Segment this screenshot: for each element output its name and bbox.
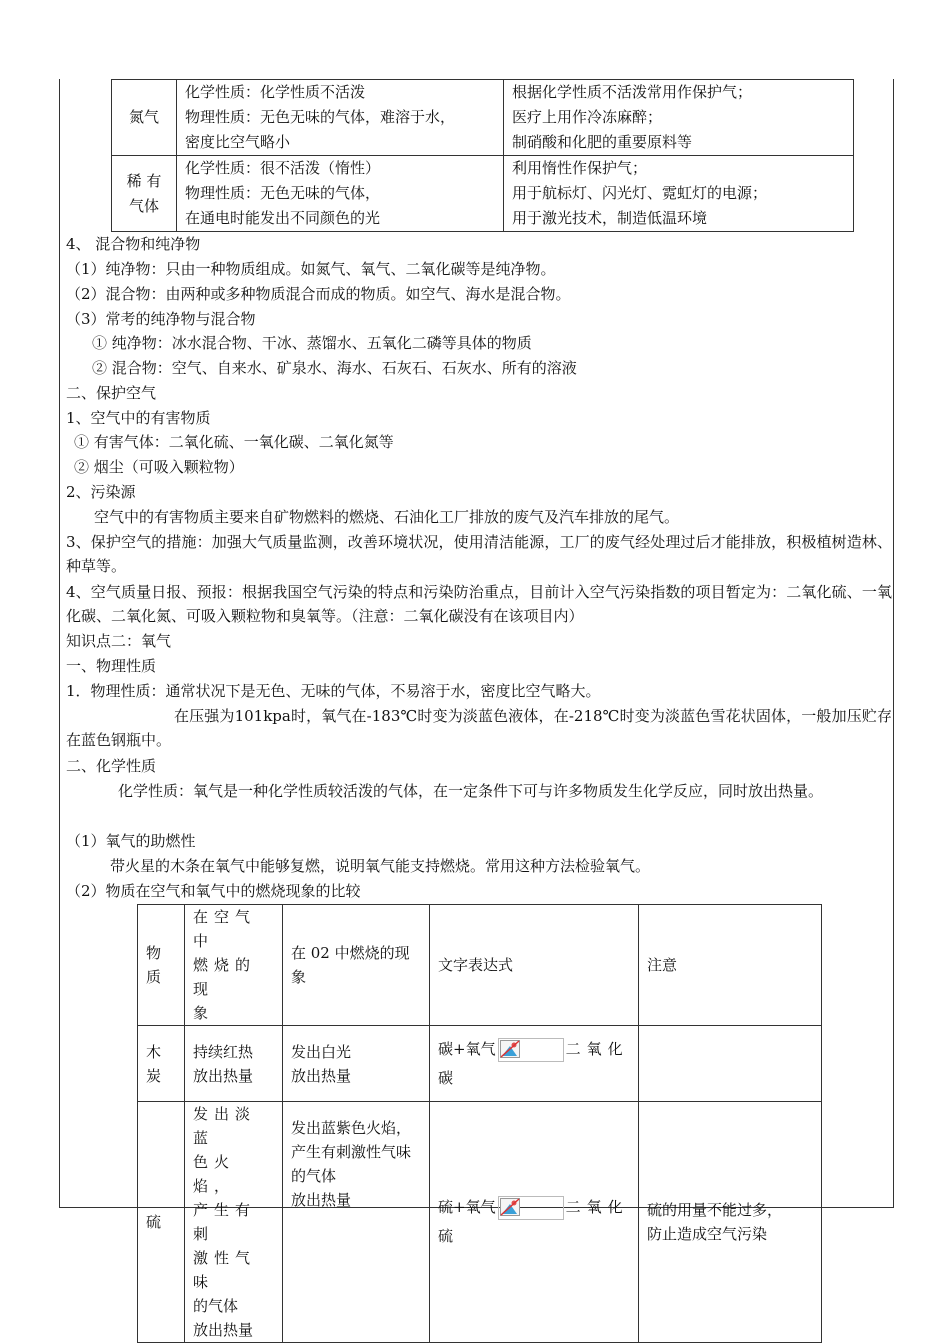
subsection-heading: 二、化学性质	[66, 757, 157, 775]
table-row	[112, 80, 854, 156]
uses-cell: 利用惰性作保护气； 用于航标灯、闪光灯、霓虹灯的电源； 用于激光技术，制造低温环境	[504, 156, 854, 232]
paragraph: 4、空气质量日报、预报：根据我国空气污染的特点和污染防治重点，目前计入空气污染指数的项目暂定为：二氧化硫、一氧化碳、二氧化氮、可吸入颗粒物和臭氧等。（注意：二氧化碳没有在该项目内）	[66, 583, 892, 625]
list-item: ① 有害气体：二氧化硫、一氧化碳、二氧化氮等	[74, 433, 394, 451]
cell-substance: 硫	[138, 1102, 185, 1343]
list-item: ② 混合物：空气、自来水、矿泉水、海水、石灰石、石灰水、所有的溶液	[92, 359, 577, 377]
list-item: ② 烟尘（可吸入颗粒物）	[74, 458, 244, 476]
section-heading: 知识点二：氧气	[66, 632, 172, 650]
cell-air-phenomenon: 持续红热 放出热量	[185, 1026, 283, 1102]
subsection-heading: 1、空气中的有害物质	[66, 409, 211, 427]
subsection-heading: 2、污染源	[66, 483, 136, 501]
subsection-heading: （2）物质在空气和氧气中的燃烧现象的比较	[66, 882, 361, 900]
paragraph: 3、保护空气的措施：加强大气质量监测，改善环境状况，使用清洁能源，工厂的废气经处理过后才能排放，积极植树造林、种草等。	[66, 533, 892, 575]
cell-o2-phenomenon: 发出白光 放出热量	[283, 1026, 430, 1102]
paragraph: （2）混合物：由两种或多种物质混合而成的物质。如空气、海水是混合物。	[66, 285, 571, 303]
section-heading: 4、 混合物和纯净物	[66, 235, 201, 253]
gas-properties-table	[111, 79, 854, 232]
cell-note: 硫的用量不能过多， 防止造成空气污染	[639, 1102, 822, 1343]
combustion-comparison-table	[137, 904, 822, 1343]
list-item: ① 纯净物：冰水混合物、干冰、蒸馏水、五氧化二磷等具体的物质	[92, 334, 532, 352]
properties-cell: 化学性质：化学性质不活泼 物理性质：无色无味的气体，难溶于水， 密度比空气略小	[177, 80, 504, 156]
header-word-equation: 文字表达式	[430, 905, 639, 1026]
header-substance: 物 质	[138, 905, 185, 1026]
paragraph: 在压强为101kpa时，氧气在-183℃时变为淡蓝色液体，在-218℃时变为淡蓝色雪花状固体，一般加压贮存在蓝色钢瓶中。	[66, 707, 892, 749]
gas-name-cell: 氮气	[112, 80, 177, 156]
subsection-heading: 一、物理性质	[66, 657, 157, 675]
header-note: 注意	[639, 905, 822, 1026]
broken-image-icon	[498, 1196, 564, 1220]
paragraph: 空气中的有害物质主要来自矿物燃料的燃烧、石油化工厂排放的废气及汽车排放的尾气。	[94, 508, 680, 526]
broken-image-icon	[498, 1038, 564, 1062]
table-header-row	[138, 905, 822, 1026]
table-row	[112, 156, 854, 232]
header-air-phenomenon: 在空气中 燃烧的现 象	[185, 905, 283, 1026]
cell-note	[639, 1026, 822, 1102]
section-heading: 二、保护空气	[66, 384, 157, 402]
properties-cell: 化学性质：很不活泼（惰性） 物理性质：无色无味的气体， 在通电时能发出不同颜色的光	[177, 156, 504, 232]
table-row	[138, 1026, 822, 1102]
header-o2-phenomenon: 在 02 中燃烧的现 象	[283, 905, 430, 1026]
gas-name-cell: 稀 有 气体	[112, 156, 177, 232]
table-row	[138, 1102, 822, 1343]
cell-substance: 木 炭	[138, 1026, 185, 1102]
cell-word-equation: 碳+氧气 二氧化 碳	[430, 1026, 639, 1102]
cell-word-equation: 硫+氧气 二氧化 硫	[430, 1102, 639, 1343]
uses-cell: 根据化学性质不活泼常用作保护气； 医疗上用作冷冻麻醉； 制硝酸和化肥的重要原料等	[504, 80, 854, 156]
paragraph: 1．物理性质：通常状况下是无色、无味的气体，不易溶于水，密度比空气略大。	[66, 682, 601, 700]
paragraph: 化学性质：氧气是一种化学性质较活泼的气体，在一定条件下可与许多物质发生化学反应，同时放出热量。	[118, 782, 824, 800]
cell-air-phenomenon: 发出淡蓝 色火焰， 产生有刺 激性气味 的气体 放出热量	[185, 1102, 283, 1343]
paragraph: （3）常考的纯净物与混合物	[66, 310, 256, 328]
paragraph: 带火星的木条在氧气中能够复燃，说明氧气能支持燃烧。常用这种方法检验氧气。	[110, 857, 651, 875]
cell-o2-phenomenon: 发出蓝紫色火焰， 产生有刺激性气味 的气体 放出热量	[283, 1102, 430, 1343]
paragraph: （1）纯净物：只由一种物质组成。如氮气、氧气、二氧化碳等是纯净物。	[66, 260, 556, 278]
subsection-heading: （1）氧气的助燃性	[66, 832, 196, 850]
